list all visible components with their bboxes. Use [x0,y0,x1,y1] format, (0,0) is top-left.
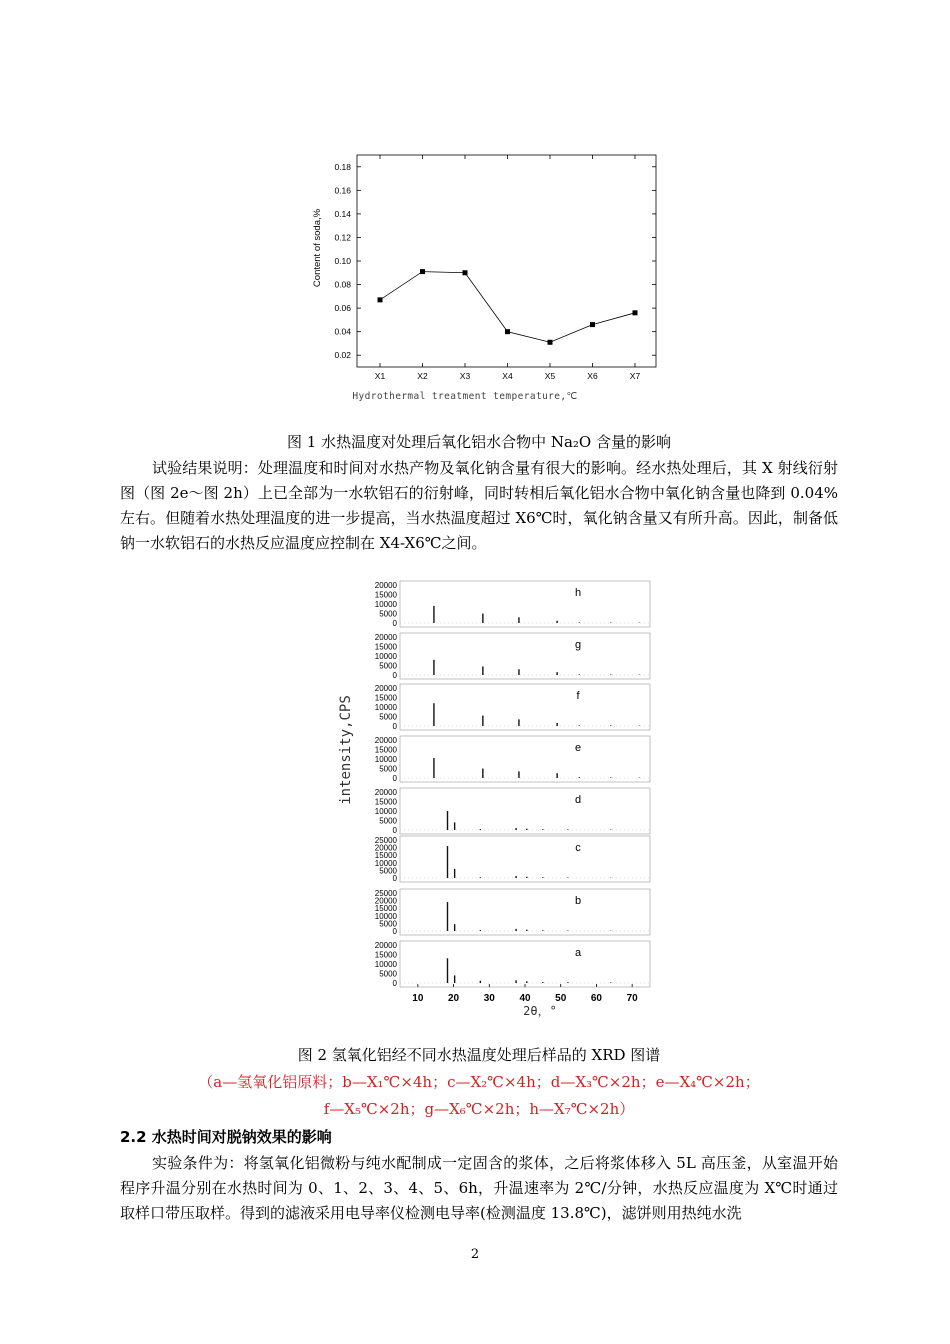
xrd-y-tick-label: 5000 [379,816,397,826]
xrd-x-tick-label: 70 [626,993,638,1004]
figure1-data-point [505,329,510,334]
xrd-panel-e [375,736,650,783]
xrd-y-tick-label: 15000 [374,950,397,960]
xrd-y-tick-label: 15000 [374,797,397,807]
xrd-x-tick-label: 40 [519,993,531,1004]
figure1-y-tick-label: 0.08 [334,279,351,290]
xrd-panel-label: h [574,587,582,599]
xrd-y-tick-label: 5000 [379,661,397,671]
figure1-data-point [590,322,595,327]
paragraph-experiment-text: 实验条件为：将氢氧化铝微粉与纯水配制成一定固含的浆体，之后将浆体移入 5L 高压釜，从室温开始程序升温分别在水热时间为 0、1、2、3、4、5、6h，升温速率为 2℃/分钟，水热反应温度为 X℃时通过取样口带压取样。得到的滤液采用电导率仪检测电导率(检测温度 13.8℃)，滤饼则用热纯水洗 [120,1154,838,1222]
xrd-x-tick-label: 10 [412,993,424,1004]
xrd-panel-frame [400,889,650,935]
xrd-panel-label: b [574,895,582,907]
xrd-panel-label: c [575,842,581,854]
xrd-panel-label: f [576,690,580,702]
figure1-x-tick-label: X4 [502,371,513,381]
figure1-y-tick-label: 0.12 [334,232,351,243]
xrd-y-tick-label: 5000 [379,919,397,929]
xrd-x-tick-label: 20 [448,993,460,1004]
xrd-y-tick-label: 10000 [374,652,397,661]
xrd-y-tick-label: 15000 [374,642,397,652]
figure1-x-tick-label: X1 [374,371,386,381]
figure1-xlabel: Hydrothermal treatment temperature,℃ [352,391,578,402]
xrd-y-tick-label: 20000 [374,896,397,906]
figure1-data-point [378,297,383,302]
xrd-y-tick-label: 20000 [374,581,397,590]
xrd-y-tick-label: 5000 [379,866,397,876]
paragraph-experiment [120,1151,838,1226]
xrd-panel-frame [400,736,650,782]
xrd-panel-h [375,581,650,628]
figure1-chart [300,145,660,415]
xrd-panel-a [375,941,650,988]
figure1-ylabel: Content of soda,% [312,208,323,288]
figure2-panels [375,581,650,988]
figure1-y-tick-label: 0.18 [334,161,351,172]
xrd-y-tick-label: 0 [392,774,397,783]
page-number: 2 [470,1247,480,1262]
figure2-legend-line1: （a—氢氧化铝原料；b—X₁℃×4h；c—X₂℃×4h；d—X₃℃×2h；e—X₄℃×2h； [198,1073,760,1091]
xrd-y-tick-label: 5000 [379,609,397,619]
xrd-y-tick-label: 20000 [374,843,397,853]
xrd-panel-frame [400,633,650,679]
xrd-y-tick-label: 5000 [379,764,397,774]
xrd-y-tick-label: 0 [392,826,397,835]
xrd-y-tick-label: 20000 [374,941,397,950]
figure1-axes [357,155,656,367]
figure1-data-point [463,270,468,275]
xrd-panel-f [375,684,650,731]
xrd-x-tick-label: 60 [590,993,602,1004]
figure1-y-tick-label: 0.16 [334,185,351,196]
xrd-y-tick-label: 5000 [379,969,397,979]
figure2-legend-line2: f—X₅℃×2h；g—X₆℃×2h；h—X₇℃×2h） [323,1100,635,1118]
figure1-x-tick-label: X3 [459,371,471,381]
figure2-ylabel: intensity,CPS [338,695,354,805]
xrd-y-tick-label: 10000 [374,960,397,969]
paragraph-results [120,456,838,556]
xrd-y-tick-label: 0 [392,671,397,680]
figure1-caption: 图 1 水热温度对处理后氧化铝水合物中 Na₂O 含量的影响 [287,433,671,451]
xrd-x-tick-label: 30 [483,993,495,1004]
xrd-panel-label: g [574,639,582,651]
figure1-data-point [420,269,425,274]
xrd-y-tick-label: 15000 [374,851,397,861]
xrd-y-tick-label: 15000 [374,590,397,600]
xrd-y-tick-label: 5000 [379,712,397,722]
figure1-data-point [548,340,553,345]
figure1-x-tick-label: X7 [629,371,641,381]
figure1-frame [357,155,656,367]
xrd-y-tick-label: 0 [392,619,397,628]
figure1-x-tick-label: X5 [544,371,556,381]
xrd-panel-label: d [574,794,582,806]
xrd-y-tick-label: 0 [392,927,397,936]
xrd-x-tick-label: 50 [555,993,567,1004]
figure1-y-tick-label: 0.04 [334,326,351,337]
figure1-y-tick-label: 0.06 [334,303,351,314]
xrd-panel-frame [400,941,650,987]
xrd-y-tick-label: 20000 [374,736,397,745]
xrd-panel-frame [400,788,650,834]
xrd-panel-g [375,633,650,680]
xrd-y-tick-label: 10000 [374,858,397,868]
figure1-x-tick-label: X2 [417,371,428,381]
xrd-y-tick-label: 15000 [374,745,397,755]
figure1-y-tick-label: 0.02 [334,350,351,361]
figure2-xlabel: 2θ，° [523,1004,557,1018]
xrd-y-tick-label: 10000 [374,911,397,921]
paragraph-results-text: 试验结果说明：处理温度和时间对水热产物及氧化钠含量有很大的影响。经水热处理后，其 X 射线衍射图（图 2e～图 2h）上已全部为一水软铝石的衍射峰，同时转相后氧化铝水合物中氧化钠含量也降到 0.04%左右。但随着水热处理温度的进一步提高，当水热温度超过 X6℃时，氧化钠含量又有所升高。因此，制备低钠一水软铝石的水热反应温度应控制在 X4-X6℃之间。 [120,459,838,552]
figure1-data-point [633,310,638,315]
xrd-panel-label: a [574,947,582,959]
xrd-panel-frame [400,684,650,730]
xrd-y-tick-label: 10000 [374,755,397,764]
xrd-y-tick-label: 25000 [374,836,397,845]
xrd-y-tick-label: 15000 [374,693,397,703]
xrd-panel-frame [400,836,650,882]
xrd-panel-d [375,788,650,835]
xrd-y-tick-label: 10000 [374,600,397,609]
figure1-y-tick-label: 0.10 [334,256,351,266]
xrd-panel-label: e [574,742,582,754]
xrd-panel-frame [400,581,650,627]
xrd-y-tick-label: 15000 [374,904,397,914]
xrd-y-tick-label: 0 [392,979,397,988]
figure1-x-tick-label: X6 [587,371,598,381]
xrd-y-tick-label: 0 [392,722,397,731]
section-heading: 2.2 水热时间对脱钠效果的影响 [120,1128,332,1146]
xrd-y-tick-label: 20000 [374,633,397,642]
figure1-y-tick-label: 0.14 [334,208,351,219]
xrd-y-tick-label: 10000 [374,703,397,712]
xrd-y-tick-label: 25000 [374,889,397,898]
xrd-y-tick-label: 10000 [374,807,397,816]
xrd-y-tick-label: 0 [392,874,397,883]
xrd-y-tick-label: 20000 [374,788,397,797]
xrd-y-tick-label: 20000 [374,684,397,693]
figure1-series [378,269,638,345]
figure2-chart [330,575,660,1025]
xrd-panel-c [375,836,650,883]
figure2-caption: 图 2 氢氧化铝经不同水热温度处理后样品的 XRD 图谱 [297,1046,661,1064]
figure1-tick-labels [334,162,640,381]
xrd-panel-b [375,889,650,936]
